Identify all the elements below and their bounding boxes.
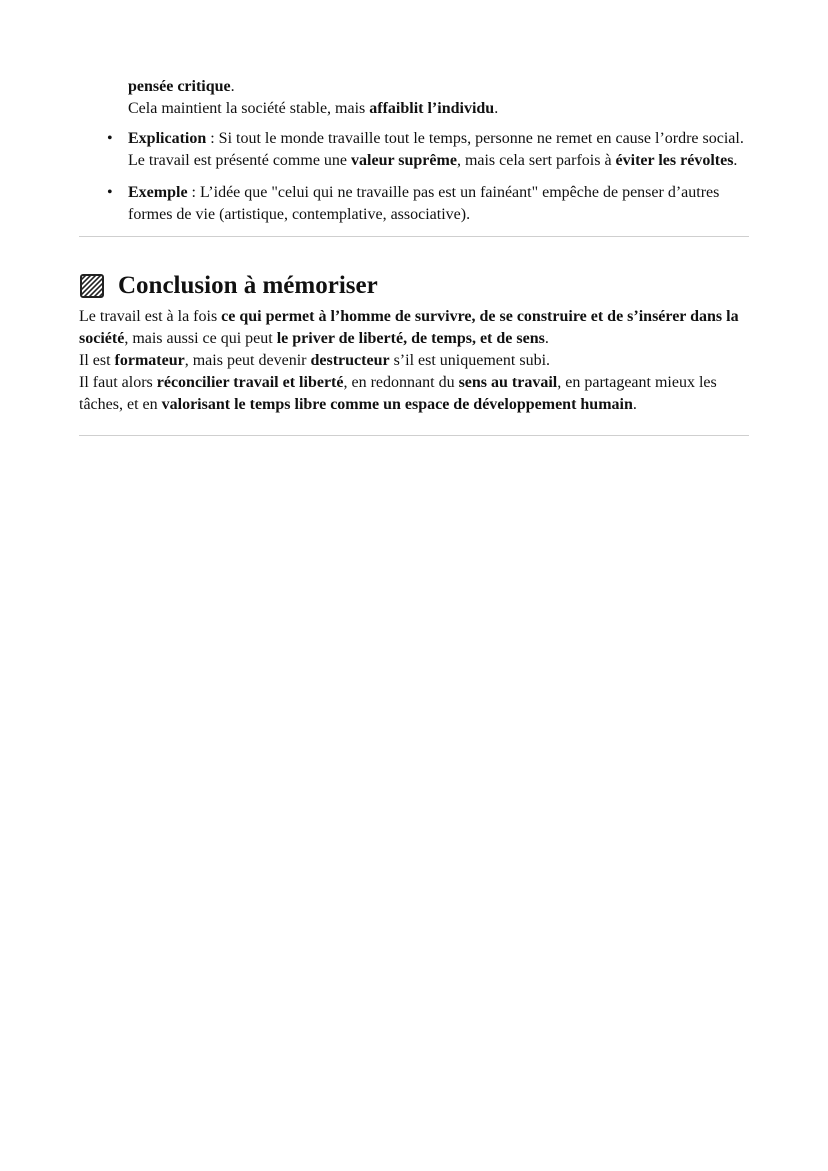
- bold-text: sens au travail: [458, 374, 558, 391]
- text: Cela maintient la société stable, mais: [128, 100, 370, 117]
- text: s’il est uniquement subi.: [389, 352, 551, 369]
- text: : Si tout le monde travaille tout le temps, personne ne remet en cause l’ordre social. Le travail est présenté comme une: [128, 130, 744, 169]
- bold-text: ce qui permet à l’homme de survivre, de se construire et de s’insérer dans la société: [79, 308, 739, 347]
- bullet-icon: •: [107, 130, 113, 147]
- text: Il est: [79, 352, 115, 369]
- divider: [79, 435, 749, 436]
- divider: [79, 236, 749, 237]
- list-item: [79, 182, 749, 226]
- text: Il faut alors: [79, 374, 157, 391]
- paragraph: [79, 350, 749, 372]
- bold-text: valeur suprême: [351, 152, 457, 169]
- text: , mais aussi ce qui peut: [124, 330, 277, 347]
- bold-text: affaiblit l’individu: [369, 100, 495, 117]
- bold-text: réconcilier travail et liberté: [156, 374, 344, 391]
- text: , en redonnant du: [343, 374, 459, 391]
- bold-text: formateur: [114, 352, 185, 369]
- text: , mais peut devenir: [184, 352, 311, 369]
- text: .: [494, 100, 499, 117]
- text: : L’idée que "celui qui ne travaille pas est un fainéant" empêche de penser d’autres formes de vie (artistique, contemplative, associative).: [128, 184, 720, 223]
- conclusion-body: [79, 306, 749, 416]
- intro-line-1: [79, 76, 749, 98]
- text: .: [632, 396, 637, 413]
- intro-line-2: [79, 98, 749, 120]
- bold-text: pensée critique: [128, 78, 231, 95]
- bold-text: le priver de liberté, de temps, et de sens: [276, 330, 545, 347]
- bullet-icon: •: [107, 184, 113, 201]
- bullet-label: Explication: [128, 130, 207, 147]
- text: .: [733, 152, 738, 169]
- bullet-list: [79, 128, 749, 226]
- bold-text: éviter les révoltes: [615, 152, 734, 169]
- bold-text: valorisant le temps libre comme un espace de développement humain: [161, 396, 633, 413]
- text: .: [544, 330, 549, 347]
- section-title: Conclusion à mémoriser: [118, 272, 378, 299]
- text: , mais cela sert parfois à: [456, 152, 616, 169]
- bold-text: destructeur: [310, 352, 390, 369]
- document-page: [79, 76, 749, 436]
- text: Le travail est à la fois: [79, 308, 222, 325]
- text: , en partageant mieux les tâches, et en: [79, 374, 717, 413]
- hatched-square-icon: [79, 273, 105, 299]
- list-item: [79, 128, 749, 172]
- paragraph: [79, 372, 749, 416]
- text: .: [230, 78, 235, 95]
- paragraph: [79, 306, 749, 350]
- section-heading: [79, 270, 749, 302]
- bullet-label: Exemple: [128, 184, 188, 201]
